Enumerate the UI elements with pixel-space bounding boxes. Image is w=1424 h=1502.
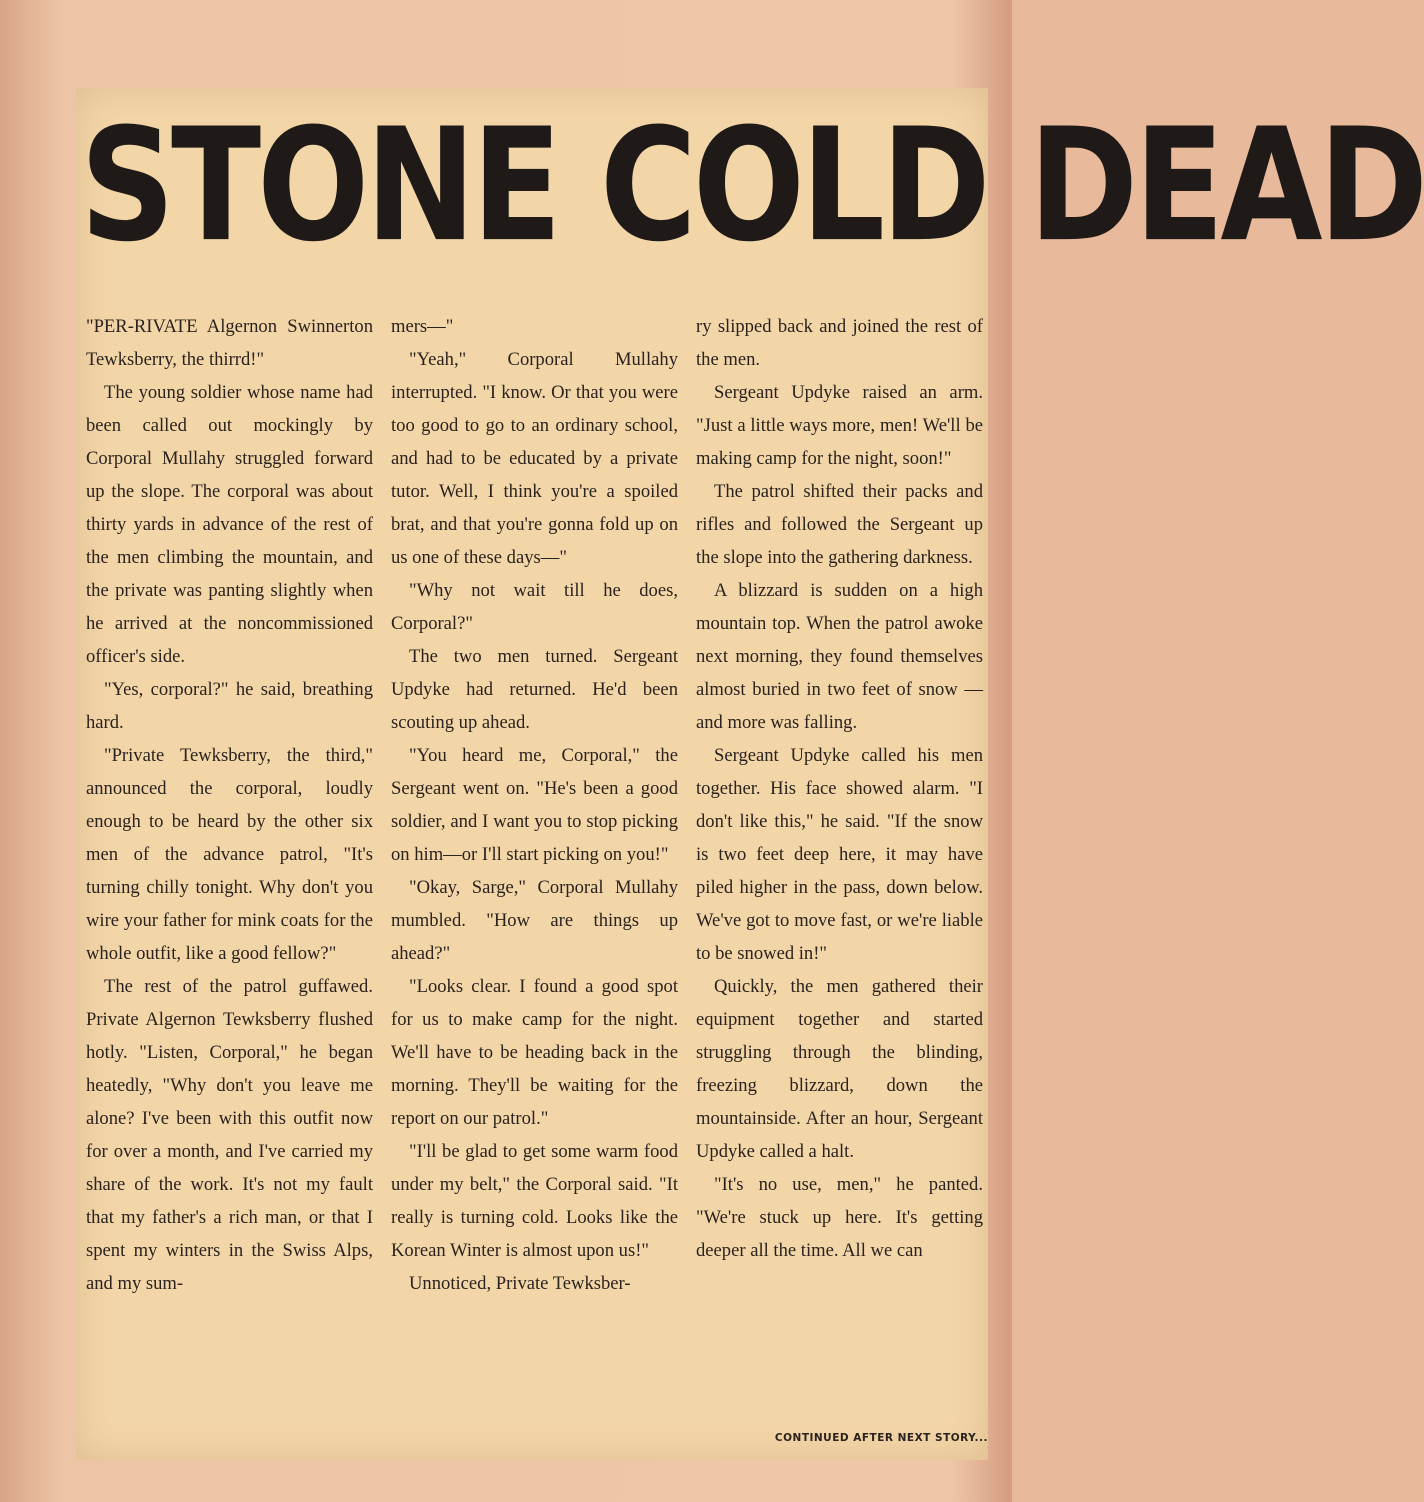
paragraph: "Yeah," Corporal Mullahy interrupted. "I know. Or that you were too good to go to an ordinary school, and had to be educated by a private tutor. Well, I think you're a spoiled brat, and that you're gonna fold up on us one of these days—": [391, 349, 678, 568]
paragraph: "You heard me, Corporal," the Sergeant went on. "He's been a good soldier, and I want you to stop picking on him—or I'll start picking on you!": [391, 745, 678, 865]
story-title: STONE COLD DEAD: [80, 95, 1424, 277]
text-column-3: [696, 310, 983, 1430]
paragraph: The young soldier whose name had been called out mockingly by Corporal Mullahy struggled forward up the slope. The corporal was about thirty yards in advance of the rest of the men climbing the mountain, and the private was panting slightly when he arrived at the noncommissioned officer's side.: [86, 382, 373, 667]
paragraph: The two men turned. Sergeant Updyke had returned. He'd been scouting up ahead.: [391, 646, 678, 733]
paragraph: The rest of the patrol guffawed. Private Algernon Tewksberry flushed hotly. "Listen, Corporal," he began heatedly, "Why don't you leave me alone? I've been with this outfit now for over a month, and I've carried my share of the work. It's not my fault that my father's a rich man, or that I spent my winters in the Swiss Alps, and my sum-: [86, 976, 373, 1294]
paragraph: "PER-RIVATE Algernon Swinnerton Tewksberry, the thirrd!": [86, 316, 373, 370]
paragraph: "Yes, corporal?" he said, breathing hard.: [86, 679, 373, 733]
paragraph: The patrol shifted their packs and rifles and followed the Sergeant up the slope into the gathering darkness.: [696, 481, 983, 568]
paragraph: "Okay, Sarge," Corporal Mullahy mumbled. "How are things up ahead?": [391, 877, 678, 964]
paragraph: Unnoticed, Private Tewksber-: [409, 1273, 631, 1294]
paragraph: mers—": [391, 316, 454, 337]
story-body: [86, 310, 984, 1430]
paragraph: Sergeant Updyke called his men together. His face showed alarm. "I don't like this," he said. "If the snow is two feet deep here, it may have piled higher in the pass, down below. We've got to move fast, or we're liable to be snowed in!": [696, 745, 983, 964]
continued-note: CONTINUED AFTER NEXT STORY...: [774, 1432, 988, 1444]
paragraph: A blizzard is sudden on a high mountain top. When the patrol awoke next morning, they found themselves almost buried in two feet of snow — and more was falling.: [696, 580, 983, 733]
paragraph: "I'll be glad to get some warm food under my belt," the Corporal said. "It really is turning cold. Looks like the Korean Winter is almost upon us!": [391, 1141, 678, 1261]
paragraph: ry slipped back and joined the rest of the men.: [696, 316, 983, 370]
paragraph: Quickly, the men gathered their equipment together and started struggling through the blinding, freezing blizzard, down the mountainside. After an hour, Sergeant Updyke called a halt.: [696, 976, 983, 1162]
paragraph: "Why not wait till he does, Corporal?": [391, 580, 678, 634]
paragraph: "Looks clear. I found a good spot for us to make camp for the night. We'll have to be heading back in the morning. They'll be waiting for the report on our patrol.": [391, 976, 678, 1129]
paragraph: Sergeant Updyke raised an arm. "Just a little ways more, men! We'll be making camp for the night, soon!": [696, 382, 983, 469]
paragraph: "Private Tewksberry, the third," announced the corporal, loudly enough to be heard by the other six men of the advance patrol, "It's turning chilly tonight. Why don't you wire your father for mink coats for the whole outfit, like a good fellow?": [86, 745, 373, 964]
text-column-1: [86, 310, 373, 1430]
paragraph: "It's no use, men," he panted. "We're stuck up here. It's getting deeper all the time. All we can: [696, 1174, 983, 1261]
text-column-2: [391, 310, 678, 1430]
